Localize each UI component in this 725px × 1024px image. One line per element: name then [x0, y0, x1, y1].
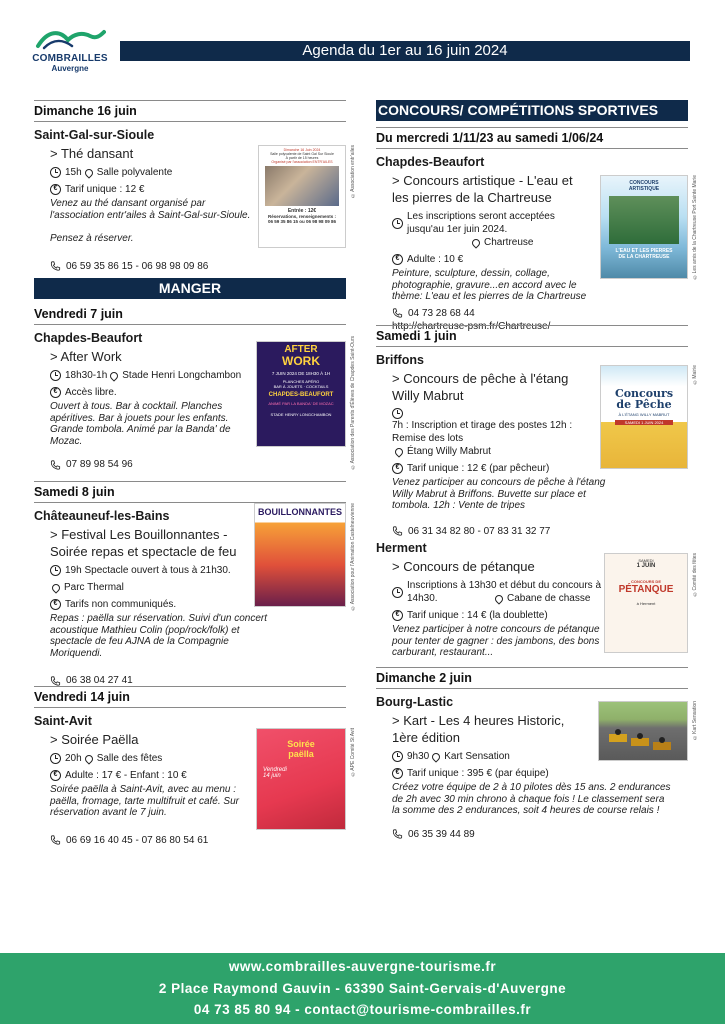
- event-description: Ouvert à tous. Bar à cocktail. Planches apéritives. Bar à jouets pour les enfants. Grande tombola. Animé par la Banda' de Mozac.: [50, 401, 231, 447]
- phone-icon: [50, 460, 61, 470]
- poster-text: ANIMÉ PAR LA BANDA' DE MOZAC: [268, 401, 334, 406]
- left-column: [34, 100, 356, 856]
- logo-name: COMBRAILLES: [32, 53, 108, 64]
- event-phone-line: [392, 526, 688, 537]
- location-pin-icon: [393, 446, 404, 457]
- event-phone-line: [392, 308, 688, 319]
- town-name: Saint-Avit: [34, 714, 92, 728]
- event-place: Cabane de chasse: [507, 593, 591, 604]
- event-place: Salle des fêtes: [96, 753, 163, 764]
- location-pin-icon: [83, 167, 94, 178]
- day-heading: Samedi 1 juin: [376, 325, 688, 347]
- town-name: Chapdes-Beaufort: [376, 155, 485, 169]
- day-heading: Du mercredi 1/11/23 au samedi 1/06/24: [376, 127, 688, 149]
- euro-icon: €: [392, 610, 403, 621]
- event-time: 7h : Inscription et tirage des postes 12h : Remise des lots: [392, 420, 573, 444]
- image-credit: ©Comité des fêtes: [692, 553, 698, 597]
- phone-icon: [50, 835, 61, 845]
- town-name: Briffons: [376, 353, 424, 367]
- euro-icon: €: [392, 463, 403, 474]
- poster-text: Entrée : 12€: [287, 208, 317, 214]
- poster-text: PÉTANQUE: [618, 584, 674, 595]
- event-poster-image: [254, 503, 346, 607]
- logo-subtitle: Auvergne: [51, 64, 89, 73]
- event-concours-petanque: [376, 541, 698, 667]
- euro-icon: €: [50, 184, 61, 195]
- poster-text: CONCOURS: [629, 180, 659, 186]
- event-phone-line: [50, 261, 346, 272]
- phone-icon: [392, 308, 403, 318]
- poster-text: Concours: [614, 387, 674, 400]
- poster-text: CONCOURS DE: [630, 579, 661, 584]
- event-time: 20h: [65, 753, 82, 764]
- event-title-line: > Concours artistique - L'eau et: [392, 173, 573, 188]
- image-credit: ©Association des Parents d'Élèves de Chapdes Saint-Ours: [350, 336, 356, 470]
- poster-text: Réservations, renseignements :: [267, 214, 337, 219]
- footer-contact[interactable]: 04 73 85 80 94 - contact@tourisme-combrailles.fr: [193, 1002, 532, 1017]
- day-heading: Samedi 8 juin: [34, 481, 346, 503]
- event-time: 18h30-1h: [65, 370, 108, 381]
- poster-text: BAR À JOUETS · COCKTAILS: [273, 384, 329, 389]
- event-poster-image: [258, 145, 346, 248]
- image-credit: ©Association pour l'Animation Castelneuvienne: [350, 503, 356, 611]
- footer-address: 2 Place Raymond Gauvin - 63390 Saint-Gervais-d'Auvergne: [158, 981, 567, 996]
- event-phone-line: [50, 459, 346, 470]
- event-price: Tarifs non communiqués.: [65, 599, 177, 610]
- section-concours: CONCOURS/ COMPÉTITIONS SPORTIVES: [376, 100, 688, 121]
- poster-text: paëlla: [288, 749, 314, 759]
- event-description: Venez participer au concours de pêche à l'étang Willy Mabrut à Briffons. Buvette sur place et tombola. 12h : Vente de tripes: [392, 477, 606, 511]
- image-credit: ©Kart Sensation: [692, 701, 698, 740]
- event-time: 15h: [65, 167, 82, 178]
- poster-text: SAMEDI 1 JUIN 2024: [615, 420, 673, 425]
- poster-text: Soirée: [287, 739, 315, 749]
- town-name: Bourg-Lastic: [376, 695, 454, 709]
- event-time-place: [392, 408, 607, 458]
- event-time: Inscriptions à 13h30 et début du concours à 14h30.: [407, 580, 602, 604]
- poster-text: ARTISTIQUE: [628, 186, 660, 192]
- location-pin-icon: [83, 753, 94, 764]
- event-place: Chartreuse: [484, 237, 534, 248]
- combrailles-logo: [28, 26, 112, 78]
- location-pin-icon: [50, 582, 61, 593]
- kart-photo-shapes: [599, 702, 688, 761]
- event-phone: 06 69 16 40 45 - 07 86 80 54 61: [66, 834, 209, 846]
- footer-website[interactable]: www.combrailles-auvergne-tourisme.fr: [228, 959, 497, 974]
- event-description: Venez au thé dansant organisé par l'association entr'ailes à Saint-Gal-sur-Sioule.: [50, 198, 251, 221]
- event-time-place: [392, 210, 592, 236]
- logo-wave-icon: [34, 26, 106, 52]
- event-title-line: > Kart - Les 4 heures Historic,: [392, 713, 565, 728]
- poster-text: PLANCHES APÉRO: [282, 379, 320, 384]
- poster-text: AFTER: [284, 344, 318, 355]
- phone-icon: [392, 526, 403, 536]
- poster-text: À partir de 15 heures: [285, 156, 319, 160]
- event-phone: 06 59 35 86 15 - 06 98 98 09 86: [66, 260, 209, 272]
- image-credit: ©Association entr'ailes: [350, 145, 356, 198]
- event-time: 9h30: [407, 751, 430, 762]
- event-title: > Thé dansant: [50, 146, 134, 161]
- event-price: Tarif unique : 12 € (par pêcheur): [407, 463, 550, 474]
- event-price: Tarif unique : 395 € (par équipe): [407, 768, 549, 779]
- poster-text: À L'ÉTANG WILLY MABRUT: [618, 412, 670, 417]
- poster-text: SAMEDI: [638, 558, 654, 563]
- event-title: > Concours de pétanque: [392, 559, 535, 574]
- town-name: Herment: [376, 541, 427, 555]
- day-heading: Vendredi 14 juin: [34, 686, 346, 708]
- event-time: 19h Spectacle ouvert à tous à 21h30.: [65, 565, 231, 576]
- event-the-dansant: [34, 100, 356, 282]
- poster-text: de Pêche: [616, 398, 672, 411]
- poster-text: WORK: [282, 354, 320, 368]
- event-phone: 07 89 98 54 96: [66, 459, 133, 470]
- event-festival-bouillonnantes: [34, 481, 356, 686]
- event-poster-image: [256, 728, 346, 830]
- euro-icon: €: [392, 768, 403, 779]
- event-place: Kart Sensation: [444, 751, 510, 762]
- event-phone-line: [392, 829, 688, 840]
- poster-text: L'EAU ET LES PIERRES: [615, 248, 673, 254]
- event-place: Salle polyvalente: [96, 167, 173, 178]
- clock-icon: [392, 218, 403, 229]
- event-phone: 06 31 34 82 80 - 07 83 31 32 77: [408, 525, 551, 537]
- location-pin-icon: [470, 237, 481, 248]
- event-poster-image: [604, 553, 688, 653]
- event-phone: 06 38 04 27 41: [66, 675, 133, 686]
- event-poster-image: [600, 175, 688, 279]
- poster-text: 14 juin: [263, 773, 281, 779]
- event-price: Adulte : 10 €: [407, 254, 464, 265]
- euro-icon: €: [50, 599, 61, 610]
- image-credit: ©APE Comité St Avit: [350, 728, 356, 777]
- event-price: Accès libre.: [65, 387, 117, 398]
- poster-text: Salle polyvalente de Saint Gal Sur Sioule: [270, 152, 334, 156]
- poster-text: Vendredi: [263, 767, 287, 773]
- event-place: Étang Willy Mabrut: [407, 446, 491, 457]
- day-heading: Vendredi 7 juin: [34, 304, 346, 325]
- euro-icon: €: [392, 254, 403, 265]
- clock-icon: [392, 587, 403, 598]
- event-phone: 04 73 28 68 44: [408, 307, 475, 319]
- event-description: Repas : paëlla sur réservation. Suivi d'un concert acoustique Mathieu Colin (pop/rock/folk) et spectacle de feu AJNA de la Compagnie Moriquendi.: [50, 613, 268, 659]
- event-title-line: > Concours de pêche à l'étang: [392, 371, 569, 386]
- clock-icon: [392, 408, 403, 419]
- poster-text: 06 59 35 86 15 ou 06 98 98 09 86: [267, 219, 337, 224]
- event-title-line: Willy Mabrut: [392, 388, 464, 403]
- event-phone-line: [50, 675, 346, 686]
- day-heading: Dimanche 16 juin: [34, 100, 346, 122]
- event-concours-peche: [376, 325, 698, 537]
- footer: [0, 953, 725, 1024]
- event-price: Tarif unique : 12 €: [65, 184, 145, 195]
- location-pin-icon: [109, 370, 120, 381]
- event-phone: 06 35 39 44 89: [408, 828, 475, 840]
- poster-text: 7 JUIN 2024 DE 18H30 À 1H: [271, 371, 331, 376]
- event-concours-artistique: [376, 127, 698, 332]
- poster-text: Dimanche 16 Juin 2024: [283, 148, 321, 152]
- clock-icon: [50, 565, 61, 576]
- euro-icon: €: [50, 387, 61, 398]
- event-place: Parc Thermal: [64, 582, 124, 593]
- phone-icon: [50, 261, 61, 271]
- page-title: Agenda du 1er au 16 juin 2024: [120, 41, 690, 61]
- event-note: Pensez à réserver.: [50, 233, 134, 244]
- clock-icon: [50, 167, 61, 178]
- image-credit: ©Mairie: [692, 365, 698, 385]
- event-title: > Soirée Paëlla: [50, 732, 139, 747]
- poster-text: BOUILLONNANTES: [258, 507, 342, 517]
- phone-icon: [50, 676, 61, 686]
- event-title-line: 1ère édition: [392, 730, 460, 745]
- event-description: Venez participer à notre concours de pétanque pour tenter de gagner : des jambons, des bons carburant, restaurant...: [392, 624, 600, 658]
- event-phone-line: [50, 835, 346, 846]
- location-pin-icon: [431, 751, 442, 762]
- poster-text: Organisé par l'association ENTR'AILES: [271, 160, 333, 164]
- event-poster-image: [600, 365, 688, 469]
- event-description: Soirée paëlla à Saint-Avit, avec au menu : paëlla, fromage, tarte multifruit et café. Sur réservation avant le 7 juin.: [50, 784, 239, 818]
- event-title-line: Soirée repas et spectacle de feu: [50, 544, 237, 559]
- event-website-link[interactable]: http://chartreuse-psm.fr/Chartreuse/: [392, 320, 551, 332]
- euro-icon: €: [50, 770, 61, 781]
- event-title-line: les pierres de la Chartreuse: [392, 190, 552, 205]
- poster-text: DE LA CHARTREUSE: [618, 254, 670, 260]
- event-after-work: [34, 304, 356, 481]
- poster-photo: [265, 166, 339, 206]
- event-soiree-paella: [34, 686, 356, 856]
- phone-icon: [392, 829, 403, 839]
- poster-text: STADE HENRY LONGCHAMBON: [270, 412, 332, 417]
- event-price: Tarif unique : 14 € (la doublette): [407, 610, 548, 621]
- section-manger: MANGER: [34, 278, 346, 299]
- town-name: Châteauneuf-les-Bains: [34, 509, 170, 523]
- event-time: Les inscriptions seront acceptées jusqu'au 1er juin 2024.: [407, 211, 555, 235]
- day-heading: Dimanche 2 juin: [376, 667, 688, 689]
- image-credit: ©Les amis de la Chartreuse Port Sainte Marie: [692, 175, 698, 280]
- right-column: [376, 100, 698, 857]
- event-price: Adulte : 17 € - Enfant : 10 €: [65, 770, 187, 781]
- clock-icon: [50, 370, 61, 381]
- event-title-line: > Festival Les Bouillonnantes -: [50, 527, 228, 542]
- poster-text: CHAPDES-BEAUFORT: [268, 392, 334, 398]
- event-description: Créez votre équipe de 2 à 10 pilotes dès 15 ans. 2 endurances de 2h avec 30 min chrono à chaque fois ! Le classement sera la somme des 2 endurances, soit 4 heures de course relais !: [392, 782, 671, 816]
- event-place: Stade Henri Longchambon: [122, 370, 242, 381]
- event-photo-kart: [598, 701, 688, 761]
- town-name: Saint-Gal-sur-Sioule: [34, 128, 155, 142]
- poster-text: à Herment: [636, 601, 656, 606]
- clock-icon: [392, 751, 403, 762]
- poster-photo: [609, 196, 679, 244]
- poster-text: 1 JUIN: [636, 563, 656, 569]
- event-kart: [376, 667, 698, 857]
- event-description: Peinture, sculpture, dessin, collage, photographie, gravure...en accord avec le thème: L'eau et les pierres de la Chartreuse: [392, 268, 587, 302]
- event-title: > After Work: [50, 349, 122, 364]
- event-poster-image: [256, 341, 346, 447]
- town-name: Chapdes-Beaufort: [34, 331, 143, 345]
- clock-icon: [50, 753, 61, 764]
- event-price-line: [392, 767, 688, 780]
